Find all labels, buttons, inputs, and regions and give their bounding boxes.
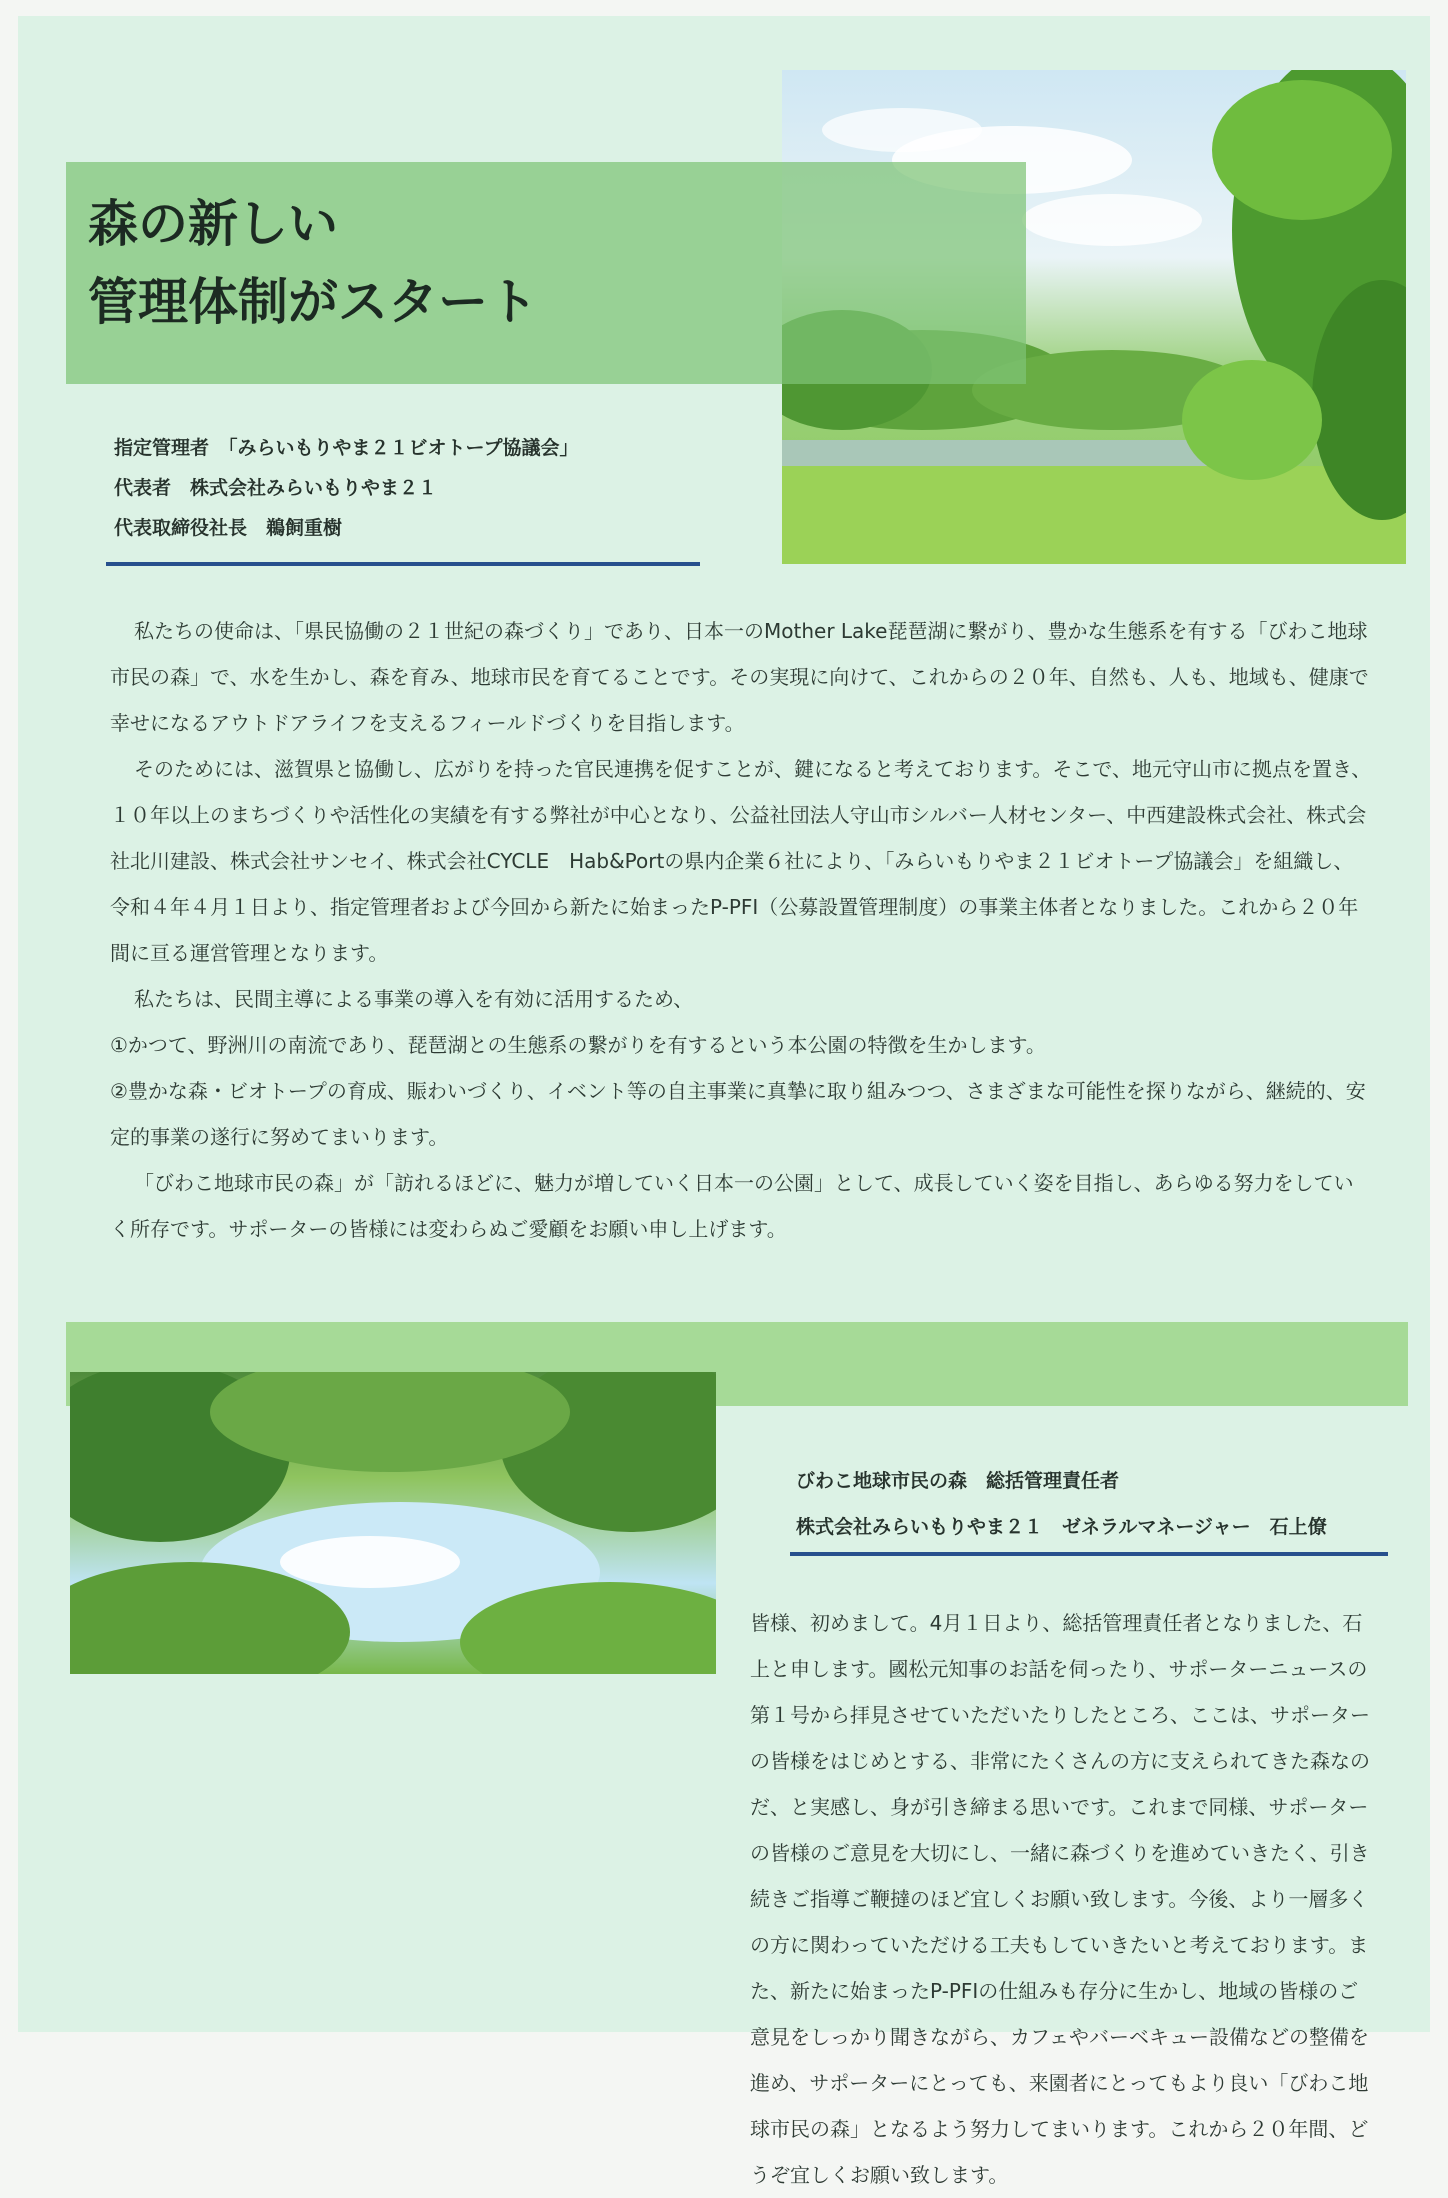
title-line-1: 森の新しい (88, 194, 338, 253)
designated-manager-info (114, 428, 579, 548)
paragraph: 「びわこ地球市民の森」が「訪れるほどに、魅力が増していく日本一の公園」として、成長していく姿を目指し、あらゆる努力をしていく所存です。サポーターの皆様には変わらぬご愛顧をお願い申し上げます。 (110, 1171, 1354, 1241)
list-item: ②豊かな森・ビオトープの育成、賑わいづくり、イベント等の自主事業に真摯に取り組みつつ、さまざまな可能性を探りながら、継続的、安定的事業の遂行に努めてまいります。 (110, 1079, 1366, 1149)
divider-rule (790, 1552, 1388, 1556)
paragraph: そのためには、滋賀県と協働し、広がりを持った官民連携を促すことが、鍵になると考えております。そこで、地元守山市に拠点を置き、１０年以上のまちづくりや活性化の実績を有する弊社が中心となり、公益社団法人守山市シルバー人材センター、中西建設株式会社、株式会社北川建設、株式会社サンセイ、株式会社CYCLE Hab&Portの県内企業６社により、「みらいもりやま２１ビオトープ協議会」を組織し、令和４年４月１日より、指定管理者および今回から新たに始まったP-PFI（公募設置管理制度）の事業主体者となりました。これから２０年間に亘る運営管理となります。 (110, 757, 1372, 965)
representative-line: 代表者 株式会社みらいもりやま２１ (114, 477, 438, 499)
general-manager-info (796, 1458, 1327, 1550)
gm-title-line: びわこ地球市民の森 総括管理責任者 (796, 1470, 1120, 1492)
article-title (88, 185, 538, 341)
gm-name-line: 株式会社みらいもりやま２１ ゼネラルマネージャー 石上僚 (796, 1516, 1327, 1538)
paragraph: 皆様、初めまして。4月１日より、総括管理責任者となりました、石上と申します。國松元知事のお話を伺ったり、サポーターニュースの第１号から拝見させていただいたりしたところ、ここは、サポーターの皆様をはじめとする、非常にたくさんの方に支えられてきた森なのだ、と実感し、身が引き締まる思いです。これまで同様、サポーターの皆様のご意見を大切にし、一緒に森づくりを進めていきたく、引き続きご指導ご鞭撻のほど宜しくお願い致します。今後、より一層多くの方に関わっていただける工夫もしていきたいと考えております。また、新たに始まったP-PFIの仕組みも存分に生かし、地域の皆様のご意見をしっかり聞きながら、カフェやバーベキュー設備などの整備を進め、サポーターにとっても、来園者にとってもより良い「びわこ地球市民の森」となるよう努力してまいります。これから２０年間、どうぞ宜しくお願い致します。 (750, 1611, 1370, 2187)
list-item: ①かつて、野洲川の南流であり、琵琶湖との生態系の繋がりを有するという本公園の特徴を生かします。 (110, 1033, 1046, 1057)
paragraph: 私たちの使命は、「県民協働の２１世紀の森づくり」であり、日本一のMother Lake琵琶湖に繋がり、豊かな生態系を有する「びわこ地球市民の森」で、水を生かし、森を育み、地球市民を育てることです。その実現に向けて、これからの２０年、自然も、人も、地域も、健康で幸せになるアウトドアライフを支えるフィールドづくりを目指します。 (110, 619, 1369, 735)
president-line: 代表取締役社長 鵜飼重樹 (114, 517, 343, 539)
article-body (110, 608, 1372, 1252)
greeting-body (110, 1600, 1374, 2198)
title-line-2: 管理体制がスタート (88, 272, 538, 331)
manager-line: 指定管理者 「みらいもりやま２１ビオトープ協議会」 (114, 437, 579, 459)
divider-rule (106, 562, 700, 566)
paragraph: 私たちは、民間主導による事業の導入を有効に活用するため、 (134, 987, 694, 1011)
